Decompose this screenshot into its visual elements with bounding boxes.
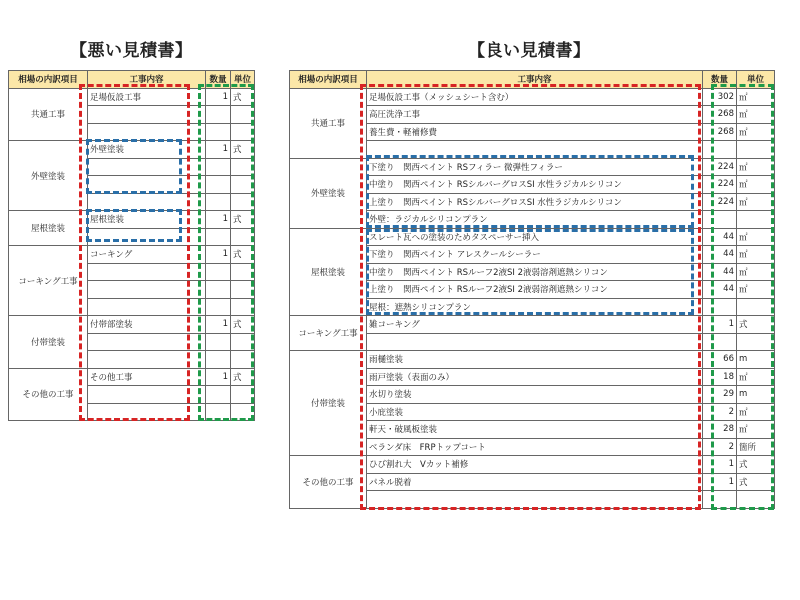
unit-cell: ㎡: [737, 228, 775, 246]
good-quantity-unit-highlight: [711, 84, 774, 510]
category-cell: 共通工事: [290, 88, 367, 158]
unit-cell: 式: [231, 246, 255, 264]
quantity-cell: 28: [703, 421, 737, 439]
work-content-cell: 雨樋塗装: [367, 351, 703, 369]
work-content-cell: 中塗り 関西ペイント RSルーフ2液SI 2液弱溶剤遮熱シリコン: [367, 263, 703, 281]
header-work: 工事内容: [367, 71, 703, 89]
quantity-cell: 1: [206, 246, 231, 264]
quantity-cell: 1: [206, 316, 231, 334]
quantity-cell: 1: [206, 368, 231, 386]
header-unit: 単位: [231, 71, 255, 89]
unit-cell: 式: [737, 456, 775, 474]
quantity-cell: 224: [703, 158, 737, 176]
good-roof-highlight: [366, 229, 694, 315]
quantity-cell: 44: [703, 246, 737, 264]
category-cell: 共通工事: [9, 88, 88, 141]
work-content-cell: パネル脱着: [367, 473, 703, 491]
unit-cell: ㎡: [737, 158, 775, 176]
work-content-cell: 養生費・軽補修費: [367, 123, 703, 141]
header-work: 工事内容: [88, 71, 206, 89]
work-content-cell: スレート瓦への塗装のためタスペーサー挿入: [367, 228, 703, 246]
unit-cell: ㎡: [737, 263, 775, 281]
quantity-cell: 224: [703, 176, 737, 194]
work-content-cell: 足場仮設工事: [88, 88, 206, 106]
unit-cell: ㎡: [737, 368, 775, 386]
unit-cell: 式: [737, 473, 775, 491]
work-content-cell: 軒天・破風板塗装: [367, 421, 703, 439]
bad-quantity-unit-highlight: [198, 84, 254, 421]
category-cell: 付帯塗装: [290, 351, 367, 456]
quantity-cell: 2: [703, 438, 737, 456]
unit-cell: ㎡: [737, 421, 775, 439]
work-content-cell: 屋根：遮熱シリコンプラン: [367, 298, 703, 316]
unit-cell: ㎡: [737, 176, 775, 194]
good-estimate-title: 【良い見積書】: [468, 41, 591, 61]
work-content-cell: 外壁塗装: [88, 141, 206, 159]
quantity-cell: 1: [703, 473, 737, 491]
unit-cell: ㎡: [737, 246, 775, 264]
work-content-cell: 下塗り 関西ペイント アレスクールシーラー: [367, 246, 703, 264]
unit-cell: 式: [231, 368, 255, 386]
unit-cell: ㎡: [737, 106, 775, 124]
unit-cell: m: [737, 386, 775, 404]
quantity-cell: 268: [703, 106, 737, 124]
bad-wall-highlight: [86, 139, 182, 194]
work-content-cell: 上塗り 関西ペイント RSルーフ2液SI 2液弱溶剤遮熱シリコン: [367, 281, 703, 299]
quantity-cell: 1: [206, 211, 231, 229]
quantity-cell: 18: [703, 368, 737, 386]
category-cell: コーキング工事: [9, 246, 88, 316]
work-content-cell: 雑コーキング: [367, 316, 703, 334]
header-unit: 単位: [737, 71, 775, 89]
category-cell: 付帯塗装: [9, 316, 88, 369]
header-category: 相場の内訳項目: [290, 71, 367, 89]
header-quantity: 数量: [703, 71, 737, 89]
unit-cell: 式: [231, 316, 255, 334]
unit-cell: 式: [231, 141, 255, 159]
quantity-cell: 302: [703, 88, 737, 106]
work-content-cell: ひび割れ大 Vカット補修: [367, 456, 703, 474]
work-content-cell: 雨戸塗装（表面のみ）: [367, 368, 703, 386]
bad-roof-highlight: [86, 209, 182, 242]
work-content-cell: その他工事: [88, 368, 206, 386]
quantity-cell: 1: [206, 88, 231, 106]
unit-cell: ㎡: [737, 193, 775, 211]
work-content-cell: 上塗り 関西ペイント RSシルバーグロスSI 水性ラジカルシリコン: [367, 193, 703, 211]
quantity-cell: 44: [703, 263, 737, 281]
unit-cell: ㎡: [737, 123, 775, 141]
unit-cell: 式: [737, 316, 775, 334]
unit-cell: 式: [231, 88, 255, 106]
quantity-cell: 29: [703, 386, 737, 404]
quantity-cell: 66: [703, 351, 737, 369]
category-cell: 屋根塗装: [290, 228, 367, 316]
header-category: 相場の内訳項目: [9, 71, 88, 89]
bad-estimate-title: 【悪い見積書】: [70, 41, 193, 61]
work-content-cell: 外壁：ラジカルシリコンプラン: [367, 211, 703, 229]
good-wall-highlight: [366, 155, 694, 228]
work-content-cell: 足場仮設工事（メッシュシート含む）: [367, 88, 703, 106]
quantity-cell: 2: [703, 403, 737, 421]
work-content-cell: 中塗り 関西ペイント RSシルバーグロスSI 水性ラジカルシリコン: [367, 176, 703, 194]
unit-cell: 式: [231, 211, 255, 229]
quantity-cell: 44: [703, 228, 737, 246]
category-cell: 外壁塗装: [290, 158, 367, 228]
category-cell: 外壁塗装: [9, 141, 88, 211]
header-quantity: 数量: [206, 71, 231, 89]
unit-cell: ㎡: [737, 403, 775, 421]
quantity-cell: 1: [703, 456, 737, 474]
category-cell: その他の工事: [9, 368, 88, 421]
quantity-cell: 268: [703, 123, 737, 141]
bad-work-column-highlight: [79, 84, 190, 421]
category-cell: 屋根塗装: [9, 211, 88, 246]
work-content-cell: 水切り塗装: [367, 386, 703, 404]
work-content-cell: 屋根塗装: [88, 211, 206, 229]
unit-cell: ㎡: [737, 88, 775, 106]
quantity-cell: 44: [703, 281, 737, 299]
work-content-cell: 下塗り 関西ペイント RSフィラー 微弾性フィラー: [367, 158, 703, 176]
work-content-cell: ベランダ床 FRPトップコート: [367, 438, 703, 456]
work-content-cell: コーキング: [88, 246, 206, 264]
category-cell: その他の工事: [290, 456, 367, 509]
unit-cell: ㎡: [737, 281, 775, 299]
category-cell: コーキング工事: [290, 316, 367, 351]
quantity-cell: 224: [703, 193, 737, 211]
work-content-cell: 付帯部塗装: [88, 316, 206, 334]
unit-cell: 箇所: [737, 438, 775, 456]
quantity-cell: 1: [703, 316, 737, 334]
work-content-cell: 高圧洗浄工事: [367, 106, 703, 124]
unit-cell: m: [737, 351, 775, 369]
work-content-cell: 小庇塗装: [367, 403, 703, 421]
quantity-cell: 1: [206, 141, 231, 159]
